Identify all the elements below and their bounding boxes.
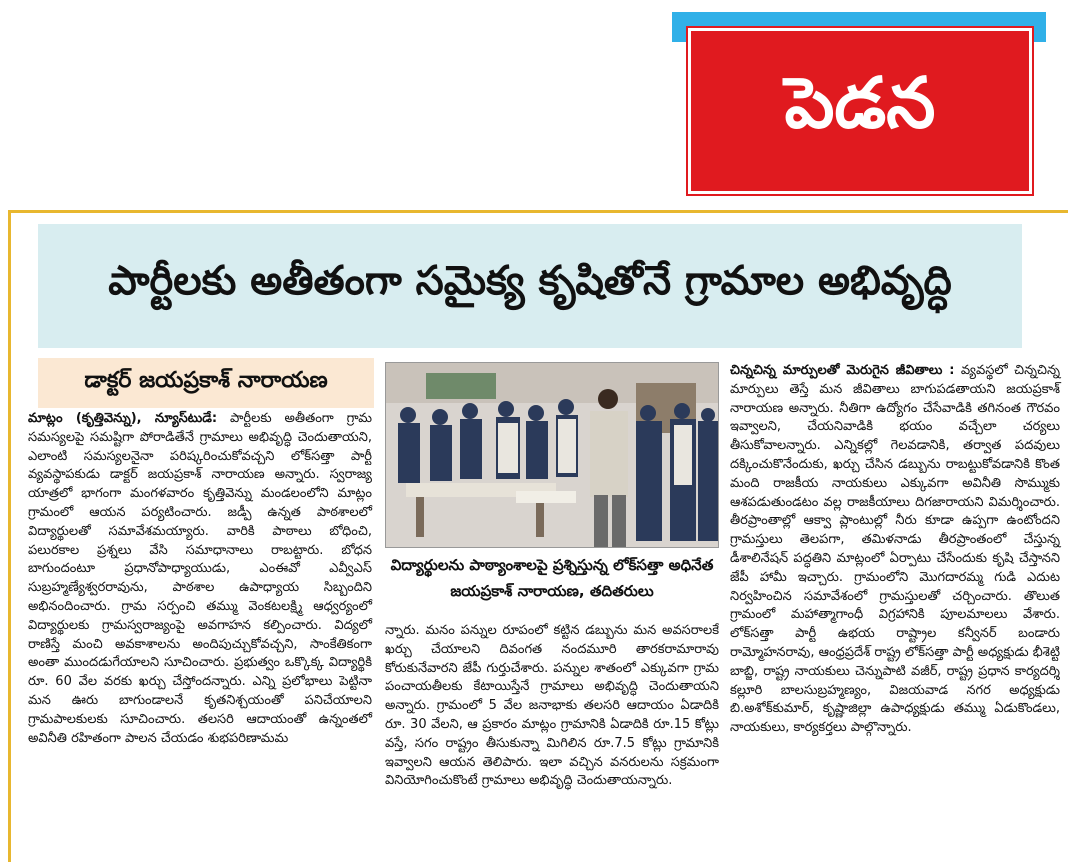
- masthead-place-name: పెడన: [784, 61, 936, 144]
- byline-box: [38, 358, 374, 408]
- article-column-1: [28, 410, 372, 748]
- article-column-3: [730, 362, 1060, 738]
- column-1-text: పార్టీలకు అతీతంగా గ్రామ సమస్యలపై సమష్టిగా పోరాడితేనే గ్రామాలు అభివృద్ధి చెందుతాయని, ఎలాంటి సమస్యలనైనా పరిష్కరించుకోవచ్చని లోక్‌సత్తా పార్టీ వ్యవస్థాపకుడు డాక్టర్ జయప్రకాశ్ నారాయణ అన్నారు. స్వరాజ్య యాత్రలో భాగంగా మంగళవారం కృత్తివెన్ను మండలంలోని మాట్లం గ్రామంలో ఆయన పర్యటించారు. జడ్పీ ఉన్నత పాఠశాలలో విద్యార్థులతో సమావేశమయ్యారు. వారికి పాఠాలు బోధించి, పలురకాల ప్రశ్నలు వేసి సమాధానాలు రాబట్టారు. బోధన బాగుందంటూ ప్రధానోపాధ్యాయుడు, ఎంఈవో ఎవ్వీఎస్ సుబ్రహ్మణ్యేశ్వరరావును, పాఠశాల ఉపాధ్యాయ సిబ్బందిని అభినందించారు. గ్రామ సర్పంచి తమ్ము వెంకటలక్ష్మి ఆధ్వర్యంలో విద్యార్థులకు గ్రామస్వరాజ్యంపై అవగాహన కల్పించారు. విద్యలో రాణిస్తే మంచి అవకాశాలను అందిపుచ్చుకోవచ్చని, సాంకేతికంగా అంతా ముందడుగేయాలని సూచించారు. ప్రభుత్వం ఒక్కొక్క విద్యార్థికి రూ. 60 వేల వరకు ఖర్చు చేస్తోందన్నారు. ఎన్ని ప్రలోభాలు పెట్టినా మన ఊరు బాగుండాలనే కృతనిశ్చయంతో పనిచేయాలని గ్రామపాలకులకు సూచించారు. తలసరి ఆదాయంతో ఉన్నంతలో అవినీతి రహితంగా పాలన చేయడం శుభపరిణామమ: [28, 411, 372, 746]
- news-photo: [385, 362, 719, 548]
- column-3-text: వ్యవస్థలో చిన్నచిన్న మార్పులు తెస్తే మన జీవితాలు బాగుపడతాయని జయప్రకాశ్ నారాయణ అన్నారు. నీతిగా ఉద్యోగం చేసేవాడికి తగినంత గౌరవం ఇవ్వాలని, చేయనివాడికి భయం వచ్చేలా చర్యలు తీసుకోవాలన్నారు. ఎన్నికల్లో గెలవడానికి, తర్వాత పదవులు దక్కించుకొనేందుకు, ఖర్చు చేసిన డబ్బును రాబట్టుకోవడానికి కొంత మంది రాజకీయ నాయకులు ఎక్కువగా అవినీతి సొమ్ముకు ఆశపడుతుండటం వల్ల రాజకీయాలు దిగజారాయని విమర్శించారు. తీరప్రాంతాల్లో ఆక్వా ప్లాంటుల్లో నీరు కూడా ఉప్పగా ఉంటోందని గ్రామస్తులు తెలపగా, తమిళనాడు తీరప్రాంతంలో చేస్తున్న డీశాలినేషన్ పద్ధతిని మాట్లంలో ఏర్పాటు చేసేందుకు కృషి చేస్తానని జేపీ హామీ ఇచ్చారు. గ్రామంలోని మొగదారమ్మ గుడి ఎదుట నిర్వహించిన సమావేశంలో గ్రామస్తులతో చర్చించారు. తొలుత గ్రామంలో మహాత్మాగాంధీ విగ్రహానికి పూలమాలలు వేశారు. లోక్‌సత్తా పార్టీ ఉభయ రాష్ట్రాల కన్వీనర్ బండారు రామ్మోహనరావు, ఆంధ్రప్రదేశ్ రాష్ట్ర లోక్‌సత్తా పార్టీ అధ్యక్షుడు భీశెట్టి బాబ్జి, రాష్ట్ర నాయకులు చెన్నుపాటి వజీర్, రాష్ట్ర ప్రధాన కార్యదర్శి కల్లూరి బాలసుబ్రహ్మణ్యం, విజయవాడ నగర అధ్యక్షుడు బి.అశోక్‌కుమార్, కృష్ణాజిల్లా ఉపాధ్యక్షుడు తమ్ము ఏడుకొండలు, నాయకులు, కార్యకర్తలు పాల్గొన్నారు.: [730, 363, 1061, 736]
- masthead-place-box: [688, 28, 1032, 194]
- article-byline: డాక్టర్ జయప్రకాశ్ నారాయణ: [84, 368, 328, 393]
- article-dateline: మాట్లం (కృత్తివెన్ను), న్యూస్‌టుడే:: [28, 411, 218, 426]
- column-2-text: న్నారు. మనం పన్నుల రూపంలో కట్టిన డబ్బును మన అవసరాలకే ఖర్చు చేయాలని దివంగత నందమూరి తారకరామారావు కోరుకునేవారని జేపీ గుర్తుచేశారు. పన్నుల శాతంలో ఎక్కువగా గ్రామ పంచాయతీలకు కేటాయిస్తేనే గ్రామాలు అభివృద్ధి చెందుతాయని అన్నారు. గ్రామంలో 5 వేల జనాభాకు తలసరి ఆదాయం ఏడాదికి రూ. 30 వేలని, ఆ ప్రకారం మాట్లం గ్రామానికి ఏడాదికి రూ.15 కోట్లు వస్తే, సగం రాష్ట్రం తీసుకున్నా మిగిలిన రూ.7.5 కోట్లు గ్రామానికి ఇవ్వాలని ఆయన తెలిపారు. ఇలా వచ్చిన వనరులను సక్రమంగా వినియోగించుకొంటే గ్రామాలు అభివృద్ధి చెందుతాయన్నారు.: [385, 623, 719, 789]
- headline-banner: [38, 224, 1022, 348]
- article-headline: పార్టీలకు అతీతంగా సమైక్య కృషితోనే గ్రామాల అభివృద్ధి: [108, 258, 952, 304]
- article-column-2: [385, 622, 719, 791]
- photo-caption: విద్యార్థులను పాఠ్యాంశాలపై ప్రశ్నిస్తున్న లోక్‌సత్తా అధినేత జయప్రకాశ్ నారాయణ, తదితరులు: [390, 556, 714, 600]
- subheading-lead: చిన్నచిన్న మార్పులతో మెరుగైన జీవితాలు :: [730, 363, 955, 378]
